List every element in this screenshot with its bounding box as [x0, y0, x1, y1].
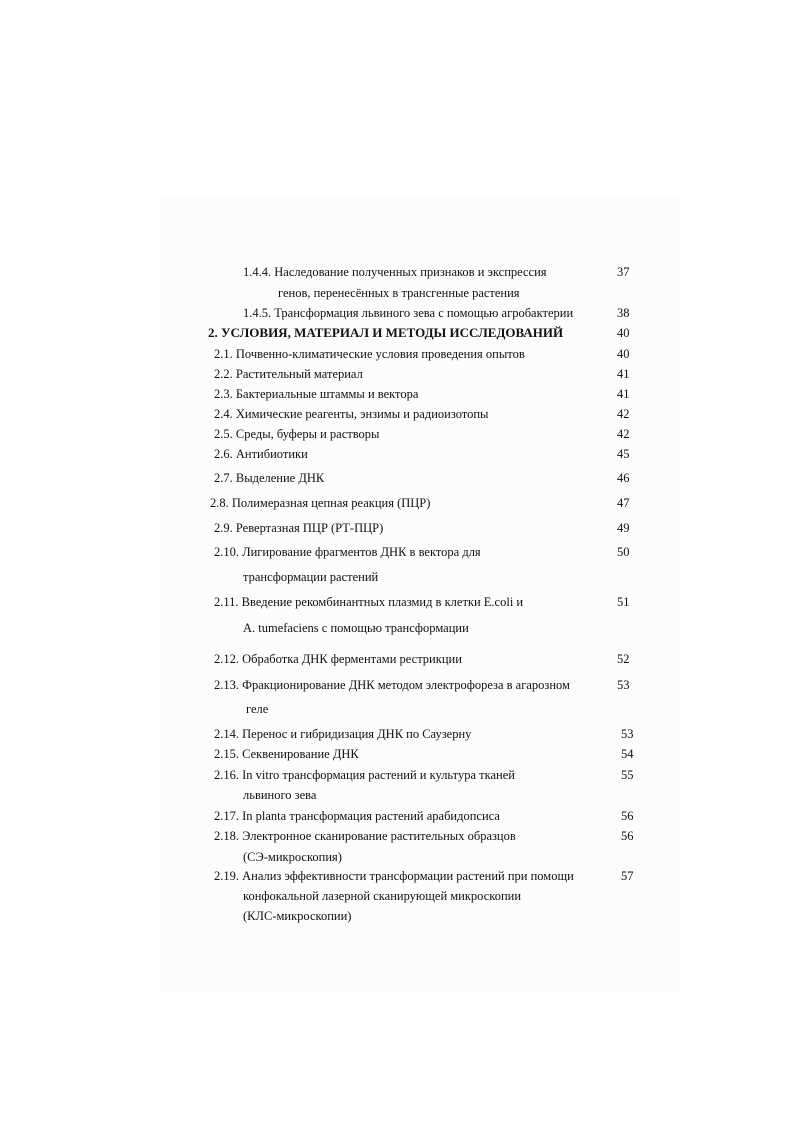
toc-entry-page: 57 — [621, 869, 634, 883]
toc-entry-page: 45 — [617, 447, 630, 461]
toc-entry-continuation: генов, перенесённых в трансгенные растения — [278, 286, 520, 300]
toc-entry-text: 2.17. In planta трансформация растений арабидопсиса — [214, 809, 500, 823]
toc-entry-text: 2.9. Ревертазная ПЦР (РТ-ПЦР) — [214, 521, 384, 535]
toc-entry-text: 2.4. Химические реагенты, энзимы и радиоизотопы — [214, 407, 489, 421]
toc-entry-text: 2.8. Полимеразная цепная реакция (ПЦР) — [210, 496, 431, 510]
toc-entry-text: 1.4.4. Наследование полученных признаков и экспрессия — [243, 265, 547, 279]
toc-entry-text: 1.4.5. Трансформация львиного зева с помощью агробактерии — [243, 306, 574, 320]
toc-entry-text: 2.6. Антибиотики — [214, 447, 308, 461]
toc-entry-page: 38 — [617, 306, 630, 320]
toc-entry-page: 41 — [617, 367, 630, 381]
toc-entry-continuation: (КЛС-микроскопии) — [243, 909, 352, 923]
toc-entry-continuation: львиного зева — [243, 788, 317, 802]
section-heading: 2. УСЛОВИЯ, МАТЕРИАЛ И МЕТОДЫ ИССЛЕДОВАНИЙ — [208, 325, 564, 340]
toc-entry-page: 55 — [621, 768, 634, 782]
toc-entry-text: 2.12. Обработка ДНК ферментами рестрикции — [214, 652, 462, 666]
toc-entry-continuation: A. tumefaciens с помощью трансформации — [243, 621, 469, 635]
toc-entry-text: 2.10. Лигирование фрагментов ДНК в вектора для — [214, 545, 481, 559]
toc-entry-page: 52 — [617, 652, 630, 666]
toc-entry-text: 2.11. Введение рекомбинантных плазмид в клетки E.coli и — [214, 595, 524, 609]
toc-entry-text: 2.14. Перенос и гибридизация ДНК по Саузерну — [214, 727, 472, 741]
toc-entry-text: 2.5. Среды, буферы и растворы — [214, 427, 380, 441]
toc-entry-text: 2.2. Растительный материал — [214, 367, 363, 381]
toc-entry-text: 2.19. Анализ эффективности трансформации растений при помощи — [214, 869, 574, 883]
toc-entry-page: 40 — [617, 347, 630, 361]
toc-entry-page: 53 — [617, 678, 630, 692]
toc-entry-page: 42 — [617, 407, 630, 421]
toc-entry-page: 54 — [621, 747, 634, 761]
toc-entry-page: 42 — [617, 427, 630, 441]
toc-entry-text: 2.3. Бактериальные штаммы и вектора — [214, 387, 419, 401]
toc-entry-text: 2.16. In vitro трансформация растений и культура тканей — [214, 768, 515, 782]
toc-entry-page: 46 — [617, 471, 630, 485]
toc-entry-page: 56 — [621, 829, 634, 843]
toc-entry-page: 47 — [617, 496, 630, 510]
toc-entry-page: 53 — [621, 727, 634, 741]
toc-entry-text: 2.18. Электронное сканирование растительных образцов — [214, 829, 516, 843]
toc-entry-page: 56 — [621, 809, 634, 823]
toc-entry-continuation: конфокальной лазерной сканирующей микроскопии — [243, 889, 522, 903]
toc-entry-text: 2.7. Выделение ДНК — [214, 471, 325, 485]
toc-entry-text: 2.1. Почвенно-климатические условия проведения опытов — [214, 347, 525, 361]
toc-entry-page: 49 — [617, 521, 630, 535]
toc-entry-continuation: (СЭ-микроскопия) — [243, 850, 342, 864]
toc-entry-page: 37 — [617, 265, 630, 279]
toc-entry-page: 51 — [617, 595, 630, 609]
toc-entry-continuation: геле — [246, 702, 269, 716]
toc-entry-page: 40 — [617, 326, 630, 340]
toc-entry-text: 2.13. Фракционирование ДНК методом электрофореза в агарозном — [214, 678, 570, 692]
toc-entry-page: 41 — [617, 387, 630, 401]
toc-entry-page: 50 — [617, 545, 630, 559]
toc-entry-text: 2.15. Секвенирование ДНК — [214, 747, 359, 761]
toc-entry-continuation: трансформации растений — [243, 570, 379, 584]
